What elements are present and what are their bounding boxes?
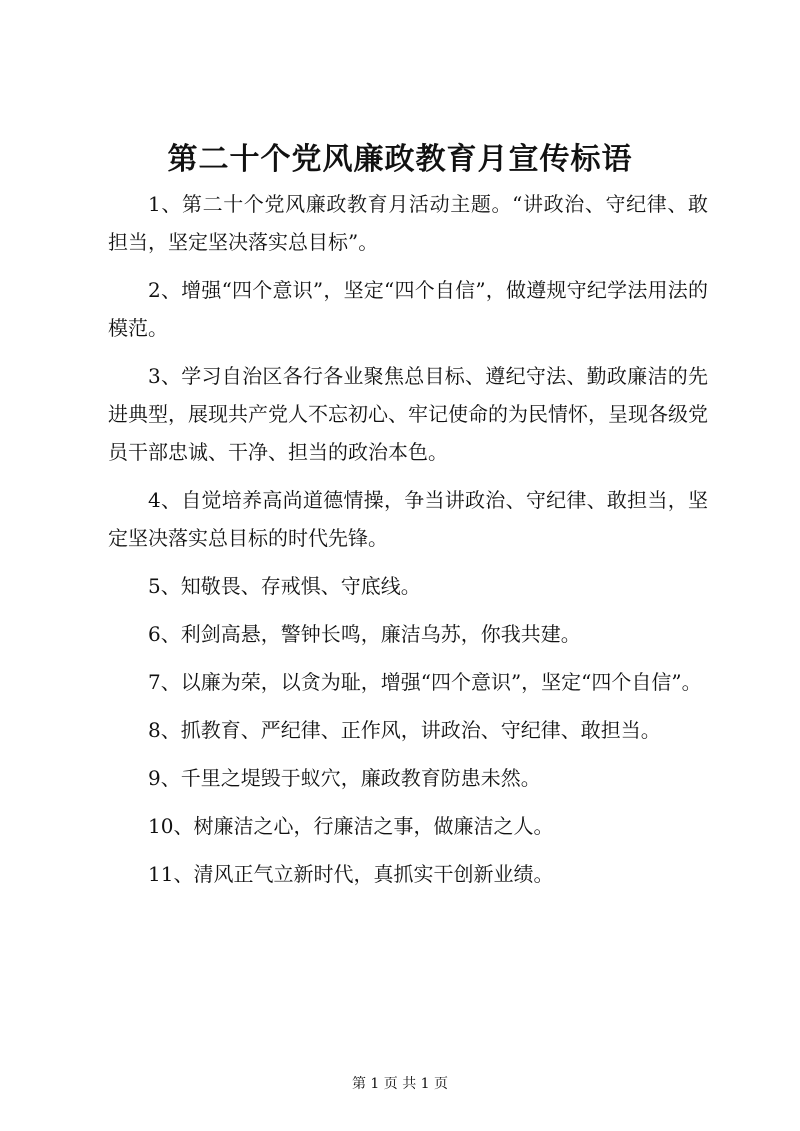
slogan-item: 5、知敬畏、存戒惧、守底线。 xyxy=(148,574,421,598)
slogan-item: 8、抓教育、严纪律、正作风，讲政治、守纪律、敢担当。 xyxy=(148,718,661,742)
slogan-item: 9、千里之堤毁于蚁穴，廉政教育防患未然。 xyxy=(148,766,541,790)
slogan-item: 4、自觉培养高尚道德情操，争当讲政治、守纪律、敢担当，坚定坚决落实总目标的时代先锋。 xyxy=(108,488,708,550)
slogan-item: 2、增强“四个意识”，坚定“四个自信”，做遵规守纪学法用法的模范。 xyxy=(108,278,708,340)
slogan-item: 10、树廉洁之心，行廉洁之事，做廉洁之人。 xyxy=(148,814,554,838)
page-footer: 第 1 页 共 1 页 xyxy=(351,1076,449,1092)
document-body xyxy=(108,185,708,903)
slogan-item: 1、第二十个党风廉政教育月活动主题。“讲政治、守纪律、敢担当，坚定坚决落实总目标”。 xyxy=(108,192,708,254)
slogan-item: 6、利剑高悬，警钟长鸣，廉洁乌苏，你我共建。 xyxy=(148,622,581,646)
slogan-item: 11、清风正气立新时代，真抓实干创新业绩。 xyxy=(148,862,554,886)
slogan-item: 7、以廉为荣，以贪为耻，增强“四个意识”，坚定“四个自信”。 xyxy=(148,670,702,694)
document-title: 第二十个党风廉政教育月宣传标语 xyxy=(167,142,633,177)
slogan-item: 3、学习自治区各行各业聚焦总目标、遵纪守法、勤政廉洁的先进典型，展现共产党人不忘初心、牢记使命的为民情怀，呈现各级党员干部忠诚、干净、担当的政治本色。 xyxy=(108,364,708,464)
